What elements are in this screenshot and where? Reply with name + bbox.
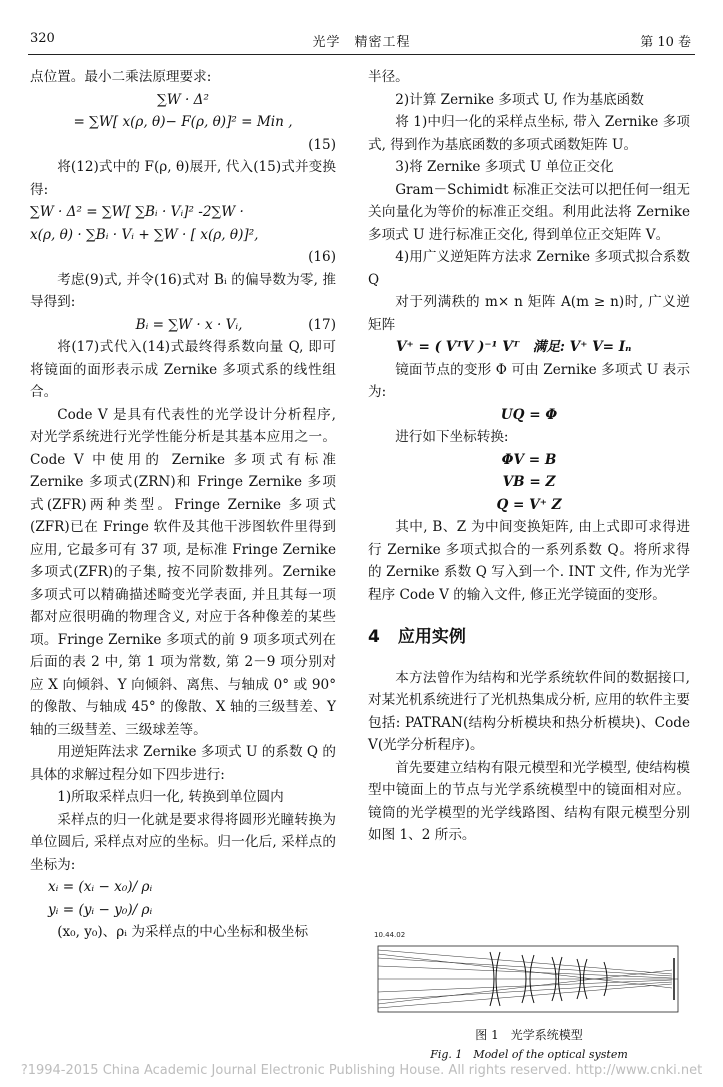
paragraph: 将(12)式中的 F(ρ, θ)展开, 代入(15)式并变换得: bbox=[30, 159, 336, 198]
section-title: 应用实例 bbox=[397, 627, 466, 647]
equation-number: (16) bbox=[308, 249, 336, 265]
paragraph: Code V 是具有代表性的光学设计分析程序, 对光学系统进行光学性能分析是其基本应用之一。Code V 中使用的 Zernike 多项式有标准 Zernike 多项式(ZRN)和 Fringe Zernike 多项式(ZFR)两种类型。Fringe Zernike 多项式(ZFR)已在 Fringe 软件及其他干涉图软件里得到应用, 它最多可有 37 项, 是标准 Fringe Zernike 多项式(ZFR)的子集, 按不同阶数排列。Zernike 多项式可以精确描述畸变光学表面, 并且其每一项都对应很明确的物理含义, 对应于各种像差的某些项。Fringe Zernike 多项式的前 9 项多项式列在后面的表 2 中, 第 1 项为常数, 第 2－9 项分别对应 X 向倾斜、Y 向倾斜、离焦、与轴成 0° 或 90° 的像散、与轴成 45° 的像散、X 轴的三级彗差、Y 轴的三级彗差、三级球差等。 bbox=[30, 406, 336, 738]
optical-system-figure bbox=[372, 928, 688, 1020]
equation-vb: VB = Z bbox=[502, 474, 556, 490]
paragraph: 点位置。最小二乘法原理要求: bbox=[30, 69, 212, 85]
figure-caption-cn: 图 1 光学系统模型 bbox=[475, 1028, 583, 1042]
step-heading: 1)所取采样点归一化, 转换到单位圆内 bbox=[57, 789, 284, 805]
equation-uq: UQ = Φ bbox=[500, 406, 558, 423]
paragraph: 将 1)中归一化的采样点坐标, 带入 Zernike 多项式, 得到作为基底函数的多项式函数矩阵 U。 bbox=[368, 114, 690, 153]
right-column bbox=[368, 66, 690, 847]
page-number: 320 bbox=[30, 31, 55, 46]
paragraph: 考虑(9)式, 并令(16)式对 Bᵢ 的偏导数为零, 推导得到: bbox=[30, 271, 336, 310]
equation-number: (15) bbox=[308, 136, 336, 153]
figure-tag: 10.44.02 bbox=[374, 931, 406, 939]
figure-caption-en: Fig. 1 Model of the optical system bbox=[430, 1048, 628, 1061]
section-heading bbox=[368, 626, 690, 649]
paragraph: 进行如下坐标转换: bbox=[395, 429, 509, 445]
running-header bbox=[0, 31, 723, 53]
cnki-watermark-footer: ?1994-2015 China Academic Journal Electronic Publishing House. All rights reserved. http://www.cnki.net bbox=[20, 1063, 703, 1078]
step-heading: 4)用广义逆矩阵方法求 Zernike 多项式拟合系数 Q bbox=[368, 249, 690, 288]
header-rule bbox=[28, 54, 695, 55]
paragraph: Gram－Schimidt 标准正交法可以把任何一组无关向量化为等价的标准正交组。利用此法将 Zernike 多项式 U 进行标准正交化, 得到单位正交矩阵 V。 bbox=[368, 181, 690, 243]
volume-label: 第 10 卷 bbox=[640, 35, 691, 50]
equation-phi-v: ΦV = B bbox=[501, 451, 557, 468]
equation-pseudoinverse: V⁺ = ( VᵀV )⁻¹ Vᵀ 满足: V⁺ V= Iₙ bbox=[396, 339, 632, 355]
paragraph: (x₀, y₀)、ρᵢ 为采样点的中心坐标和极坐标 bbox=[57, 924, 309, 940]
equation-y: yᵢ = (yᵢ − y₀)/ ρᵢ bbox=[48, 901, 153, 918]
paragraph: 半径。 bbox=[368, 69, 409, 85]
equation-x: xᵢ = (xᵢ − x₀)/ ρᵢ bbox=[48, 879, 153, 895]
paragraph: 其中, B、Z 为中间变换矩阵, 由上式即可求得进行 Zernike 多项式拟合的一系列系数 Q。将所求得的 Zernike 系数 Q 写入到一个. INT 文件, 作为光学程序 Code V 的输入文件, 修正光学镜面的变形。 bbox=[368, 519, 690, 603]
step-heading: 2)计算 Zernike 多项式 U, 作为基底函数 bbox=[395, 91, 644, 108]
paragraph: 采样点的归一化就是要求得将圆形光瞳转换为单位圆后, 采样点对应的坐标。归一化后, 采样点的坐标为: bbox=[30, 811, 336, 873]
left-column bbox=[30, 66, 336, 944]
paragraph: 将(17)式代入(14)式最终得系数向量 Q, 即可将镜面的面形表示成 Zernike 多项式系的线性组合。 bbox=[30, 339, 336, 400]
equation-sum: ∑W · Δ² bbox=[157, 91, 209, 108]
equation-min: = ∑W[ x(ρ, θ)− F(ρ, θ)]² = Min , bbox=[73, 114, 293, 130]
equation-number: (17) bbox=[308, 316, 336, 333]
journal-name: 光学 精密工程 bbox=[312, 35, 411, 50]
step-heading: 3)将 Zernike 多项式 U 单位正交化 bbox=[395, 159, 614, 175]
equation-17-body: Bᵢ = ∑W · x · Vᵢ, bbox=[135, 316, 243, 333]
paragraph: 镜面节点的变形 Φ 可由 Zernike 多项式 U 表示为: bbox=[368, 361, 690, 400]
equation-16-line1: ∑W · Δ² = ∑W[ ∑Bᵢ · Vᵢ]² -2∑W · bbox=[30, 204, 244, 220]
section-number: 4 bbox=[368, 627, 380, 647]
paragraph: 本方法曾作为结构和光学系统软件间的数据接口, 对某光机系统进行了光机热集成分析, 应用的软件主要包括: PATRAN(结构分析模块和热分析模块)、Code V(光学分析程序)。 bbox=[368, 669, 690, 753]
equation-17 bbox=[30, 314, 336, 337]
paragraph: 对于列满秩的 m× n 矩阵 A(m ≥ n)时, 广义逆矩阵 bbox=[368, 294, 690, 333]
paragraph: 首先要建立结构有限元模型和光学模型, 使结构模型中镜面上的节点与光学系统模型中的镜面相对应。镜筒的光学模型的光学线路图、结构有限元模型分别如图 1、2 所示。 bbox=[368, 759, 690, 843]
equation-16-line2: x(ρ, θ) · ∑Bᵢ · Vᵢ + ∑W · [ x(ρ, θ)]², bbox=[30, 226, 259, 243]
paragraph: 用逆矩阵法求 Zernike 多项式 U 的系数 Q 的具体的求解过程分如下四步进行: bbox=[30, 744, 336, 783]
equation-q: Q = V⁺ Z bbox=[496, 496, 562, 513]
